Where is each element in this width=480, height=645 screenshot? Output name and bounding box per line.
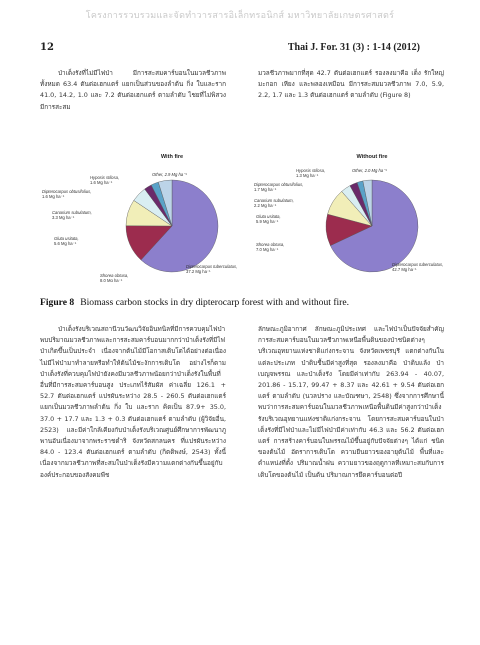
slice-label: Other, 2.9 Mg ha⁻¹ <box>152 172 187 177</box>
chart-title: Without fire <box>356 154 388 160</box>
journal-header: Thai J. For. 31 (3) : 1-14 (2012) <box>287 42 420 53</box>
paragraph: ลักษณะภูมิอากาศ ลักษณะภูมิประเทศ และไฟป่าเป็นปัจจัยสำคัญ การสะสมคาร์บอนในมวลชีวภาพเหนือพื้นดินของป่าชนิดต่างๆ บริเวณอุทยานแห่งชาติแก่งกระจาน จังหวัดเพชรบุรี แตกต่างกันในแต่ละประเภท ป่าดิบชื้นมีค่าสูงที่สุด รองลงมาคือ ป่าดิบแล้ง ป่าเบญจพรรณ และป่าเต็งรัง โดยมีค่าเท่ากับ 263.94 - 40.07, 201.86 - 15.17, 99.47 + 8.37 และ 42.61 + 9.54 ตันต่อเฮกแตร์ ตามลำดับ (นวลปราง และบัณฑษา, 2548) ซึ่งจากการศึกษานี้พบว่าการสะสมคาร์บอนในมวลชีวภาพเหนือพื้นดินมีค่าสูงกว่าป่าเต็งรังบริเวณอุทยานแห่งชาติแก่งกระจาน โดยการสะสมคาร์บอนในป่าเต็งรังที่มีไฟป่าและไม่มีไฟป่ามีค่าเท่ากับ 46.3 และ 56.2 ตันต่อเฮกแตร์ การสร้างคาร์บอนในพรรณไม้ขึ้นอยู่กับปัจจัยต่างๆ ได้แก่ ชนิดของต้นไม้ อัตราการเติบโต ความยืนยาวของอายุต้นไม้ พื้นที่และตำแหน่งที่ตั้ง ปริมาณน้ำฝน ความยาวของฤดูกาลที่เหมาะสมกับการเติบโตของต้นไม้ เป็นต้น ปริมาณการยึดคาร์บอนต่อปี <box>258 325 444 479</box>
slice-label: Dipterocarpus tuberculatus, 37.2 Mg ha⁻¹ <box>186 264 238 274</box>
figure-label: Figure 8 <box>40 297 75 308</box>
slice-label: Dipterocarpus tuberculatus, 42.7 Mg ha⁻¹ <box>392 262 444 272</box>
slice-label: Canarium subulatum, 2.2 Mg ha⁻¹ <box>254 198 294 208</box>
slice-label: Canarium subulatum, 3.3 Mg ha⁻¹ <box>52 210 92 220</box>
slice-label: Gluta usitata, 5.9 Mg ha⁻¹ <box>256 214 281 224</box>
pie-chart-svg <box>240 146 450 282</box>
figure-caption <box>40 297 450 308</box>
body-text-top-right <box>258 68 444 102</box>
pie-chart-with-fire <box>40 146 250 282</box>
slice-label: Shorea obtusa, 7.0 Mg ha⁻¹ <box>256 242 285 252</box>
paragraph: ป่าเต็งรังบริเวณสถานีวนวัฒนวิจัยอินทนิลที่มีการควบคุมไฟป่า พบปริมาณมวลชีวภาพและการสะสมคาร์บอนมากกว่าป่าเต็งรังที่มีไฟป่าเกิดขึ้นเป็นประจำ เนื่องจากต้นไม้มีโอกาสเติบโตได้อย่างต่อเนื่อง ไม่มีไฟป่ามาทำลายหรือทำให้ต้นไม้ชะงักการเติบโต อย่างไรก็ตาม ป่าเต็งรังที่ควบคุมไฟป่ายังคงมีมวลชีวภาพน้อยกว่าป่าเต็งรังในพื้นที่อื่นที่มีการสะสมคาร์บอนสูง ประเภทไร้สัมผัส ค่าเฉลี่ย 126.1 + 52.7 ตันต่อเฮกแตร์ แปรผันระหว่าง 28.5 - 260.5 ตันต่อเฮกแตร์ แยกเป็นมวลชีวภาพลำต้น กิ่ง ใบ และราก คิดเป็น 87.9+ 35.0, 37.0 + 17.7 และ 1.3 + 0.3 ตันต่อเฮกแตร์ ตามลำดับ (ผู้วิจัยอื่น, 2523) และมีค่าใกล้เคียงกับป่าเต็งรังบริเวณศูนย์ศึกษาการพัฒนาภูพานอันเนื่องมาจากพระราชดำริ จังหวัดสกลนคร ที่แปรผันระหว่าง 84.0 - 123.4 ตันต่อเฮกแตร์ ตามลำดับ (กิตติพงษ์, 2543) ทั้งนี้ เนื่องจากมวลชีวภาพที่สะสมในป่าเต็งรังมีความแตกต่างกันขึ้นอยู่กับองค์ประกอบของสังคมพืช <box>40 325 226 479</box>
watermark: โครงการรวบรวมและจัดทำวารสารอิเล็กทรอนิกส์ มหาวิทยาลัยเกษตรศาสตร์ <box>85 11 395 21</box>
chart-title: With fire <box>160 154 184 160</box>
slice-label: Dipterocarpus obtusifolius, 1.7 Mg ha⁻¹ <box>254 182 304 192</box>
pie-chart-svg <box>40 146 250 282</box>
slice-label: Dipterocarpus obtusifolius, 1.6 Mg ha⁻¹ <box>42 189 92 199</box>
page-number: 12 <box>40 42 54 53</box>
paragraph: มวลชีวภาพมากที่สุด 42.7 ตันต่อเฮกแตร์ รองลงมาคือ เต็ง รักใหญ่ มะกอก เหียง และพลองเหมือน มีการสะสมมวลชีวภาพ 7.0, 5.9, 2.2, 1.7 และ 1.3 ตันต่อเฮกแตร์ ตามลำดับ (Figure 8) <box>258 69 444 100</box>
paragraph: ป่าเต็งรังที่ไม่มีไฟป่า มีการสะสมคาร์บอนในมวลชีวภาพทั้งหมด 63.4 ตันต่อเฮกแตร์ แยกเป็นส่วนของลำต้น กิ่ง ใบและราก 41.0, 14.2, 1.0 และ 7.2 ตันต่อเฮกแตร์ ตามลำดับ ไชยที่ไม่พิสวงมีการสะสม <box>40 69 226 111</box>
slice-label: Other, 2.0 Mg ha⁻¹ <box>352 168 387 173</box>
body-text-bottom-left <box>40 324 226 481</box>
slice-label: Hyposis stilosa, 1.6 Mg ha⁻¹ <box>90 175 120 185</box>
body-text-top-left <box>40 68 226 113</box>
slice-label: Hyposis stilosa, 1.3 Mg ha⁻¹ <box>296 168 326 178</box>
pie-chart-without-fire <box>240 146 450 282</box>
body-text-bottom-right <box>258 324 444 481</box>
slice-label: Shorea obtusa, 8.0 Mg ha⁻¹ <box>100 273 129 282</box>
slice-label: Gluta usitata, 5.6 Mg ha⁻¹ <box>54 236 79 246</box>
figure-caption-text: Biomass carbon stocks in dry dipterocarp forest with and without fire. <box>80 297 350 308</box>
